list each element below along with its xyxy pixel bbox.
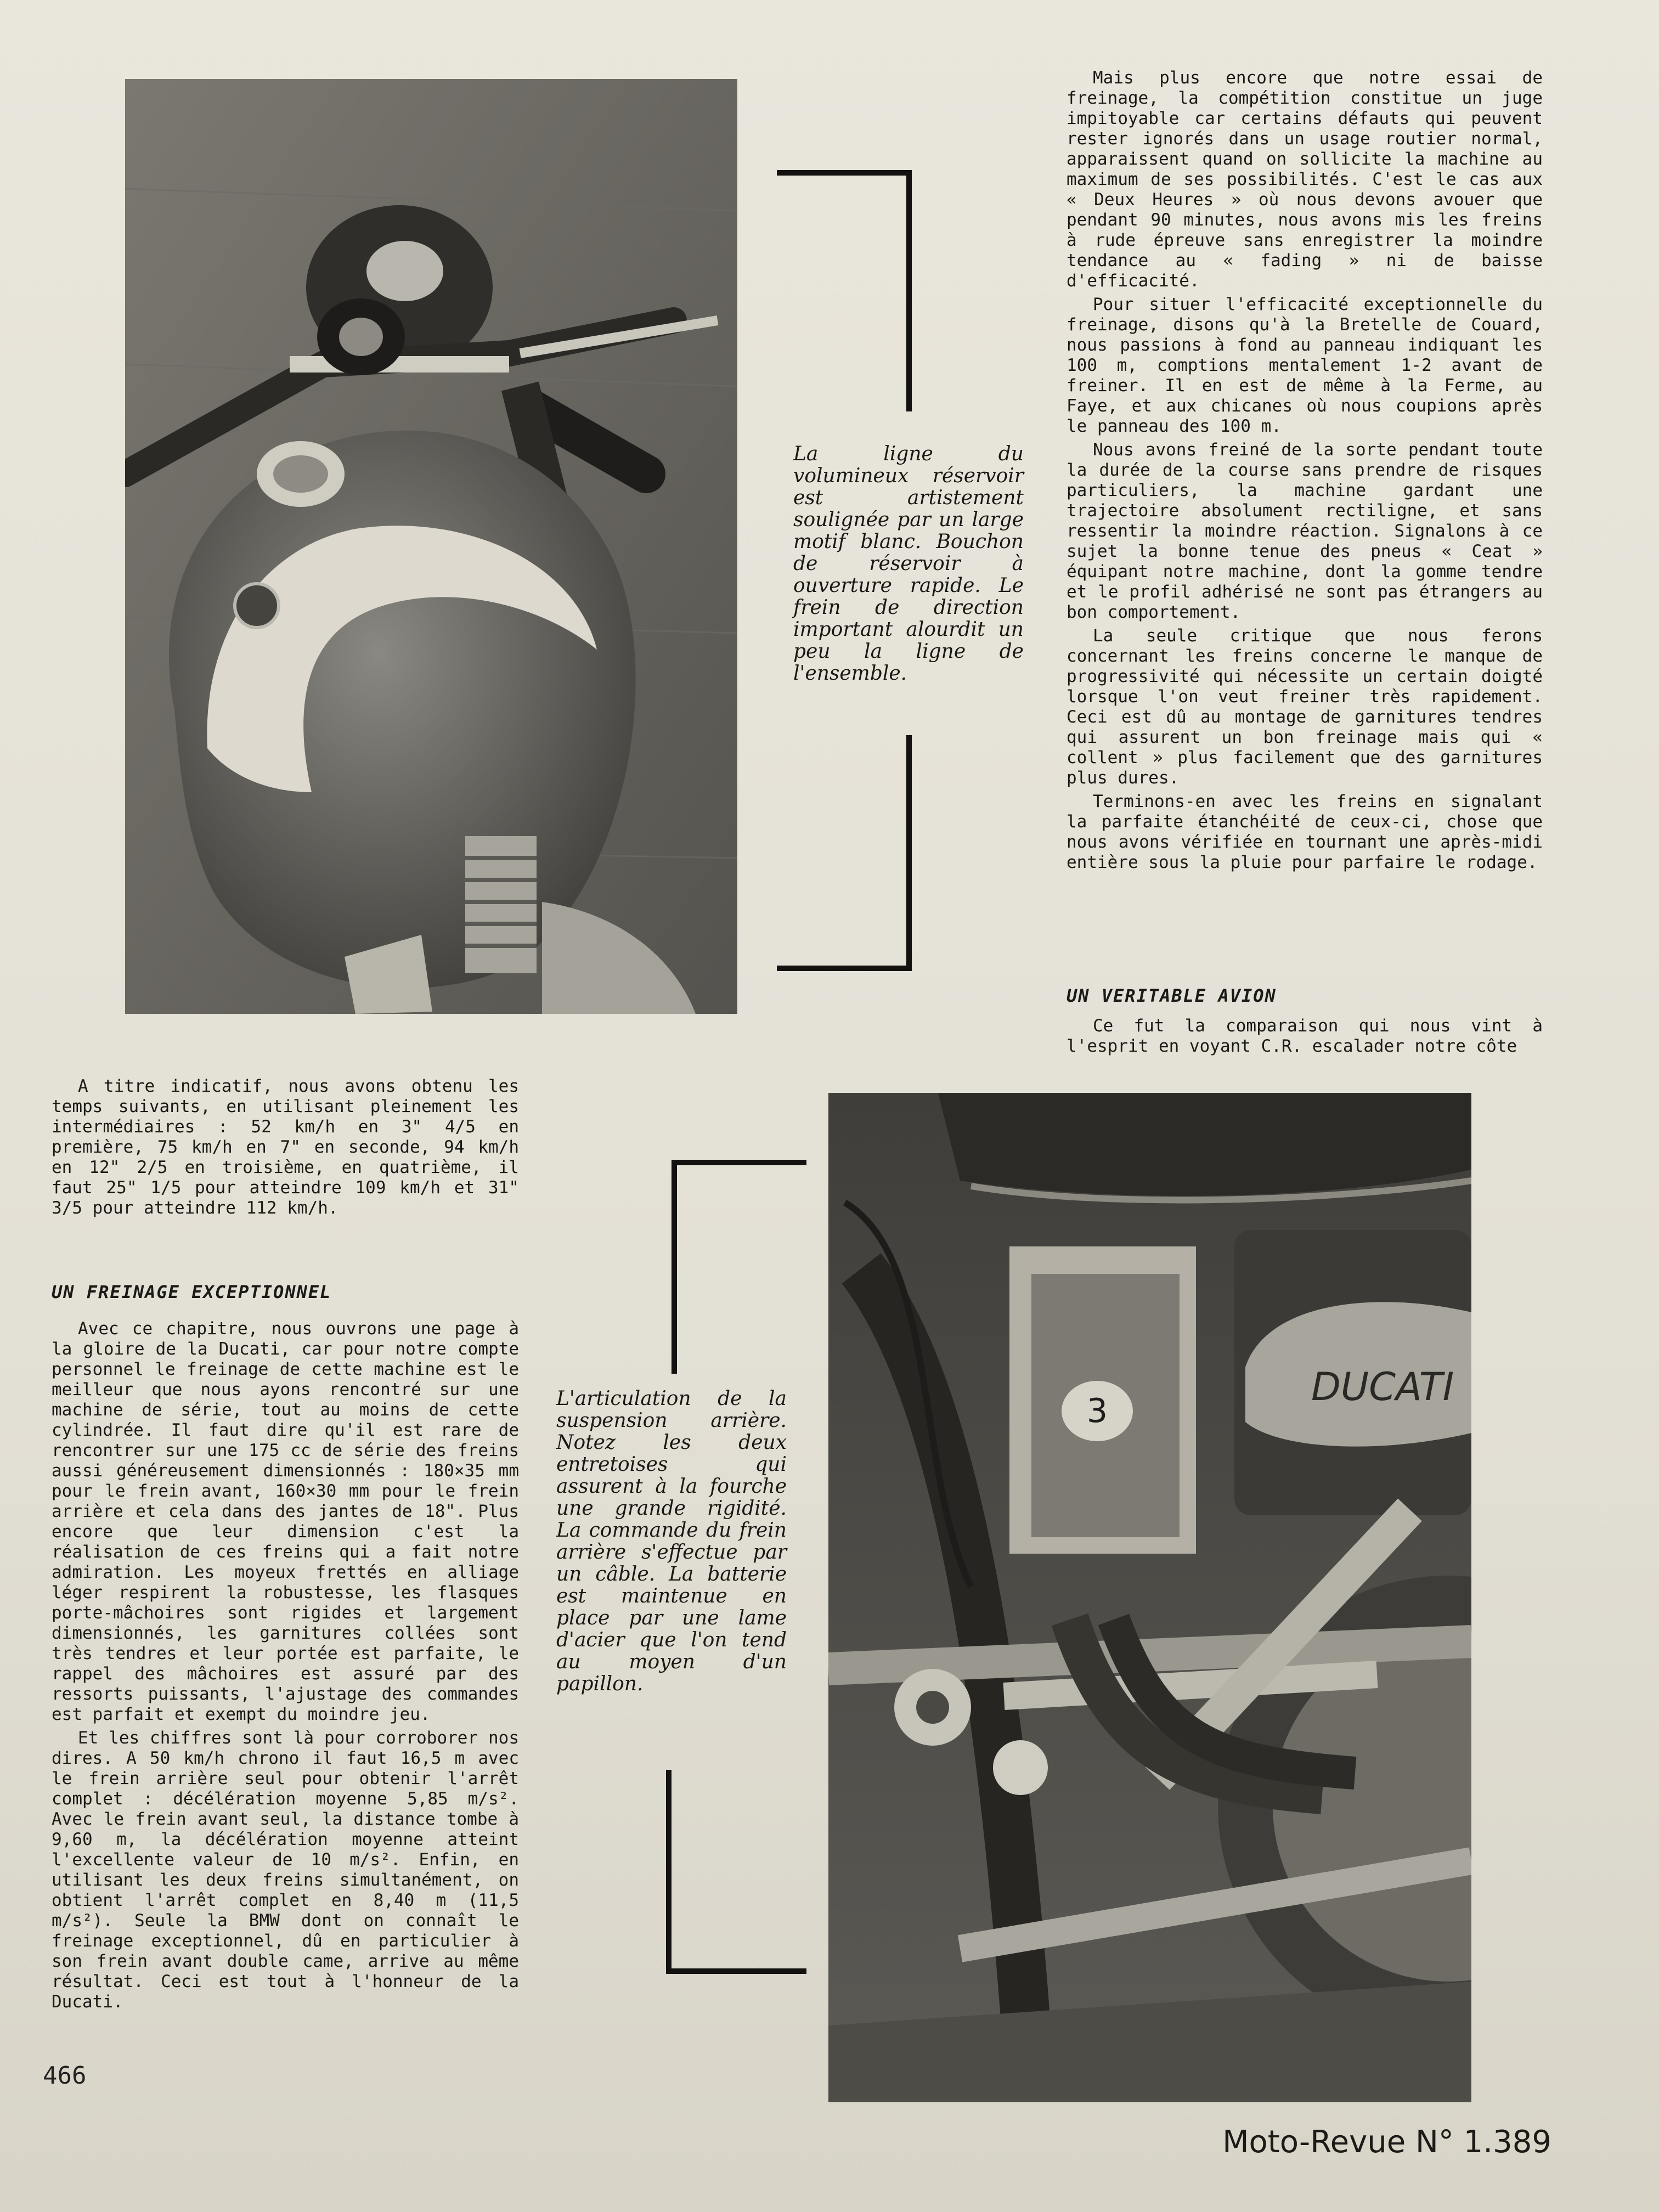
motorcycle-tank-photo	[125, 79, 737, 1014]
ducati-badge-text: DUCATI	[1311, 1364, 1454, 1409]
section-heading-avion: UN VERITABLE AVION	[1066, 985, 1277, 1006]
caption-bracket-bottom-lower	[666, 1770, 806, 1974]
avion-intro-text	[1066, 1016, 1543, 1060]
caption-bracket-top	[777, 170, 912, 411]
caption-bracket-bottom	[672, 1160, 806, 1374]
rear-suspension-photo	[828, 1093, 1471, 2102]
left-paragraph-2: Et les chiffres sont là pour corroborer nos dires. A 50 km/h chrono il faut 16,5 m avec le frein arrière seul pour obtenir l'arrêt complet : décélération moyenne 5,85 m/s². Avec le frein avant seul, la distance tombe à 9,60 m, la décélération moyenne atteint l'excellente valeur de 10 m/s². Enfin, en utilisant les deux freins simultanément, on obtient l'arrêt complet en 8,40 m (11,5 m/s²). Seule la BMW dont on connaît le freinage exceptionnel, dû en particulier à son frein avant double came, arrive au même résultat. Ceci est tout à l'honneur de la Ducati.	[52, 1728, 519, 2012]
right-paragraph-5: Terminons-en avec les freins en signalant la parfaite étanchéité de ceux-ci, chose que nous avons vérifiée en tournant une après-midi entière sous la pluie pour parfaire le rodage.	[1066, 792, 1543, 872]
battery-number: 3	[1086, 1392, 1108, 1430]
right-paragraph-2: Pour situer l'efficacité exceptionnelle du freinage, disons qu'à la Bretelle de Couard, nous passions à fond au panneau indiquant les 100 m, comptions mentalement 1-2 avant de freiner. Il en est de même à la Ferme, au Faye, et aux chicanes où nous coupions après le panneau des 100 m.	[1066, 295, 1543, 436]
left-intro-text	[52, 1076, 519, 1222]
bottom-photo-caption: L'articulation de la suspension arrière. Notez les deux entretoises qui assurent à la fourche une grande rigidité. La commande du frein arrière s'effectue par un câble. La batterie est maintenue en place par une lame d'acier que l'on tend au moyen d'un papillon.	[556, 1387, 787, 1695]
section-heading-freinage: UN FREINAGE EXCEPTIONNEL	[52, 1282, 332, 1302]
left-column-text	[52, 1319, 519, 2016]
page-number: 466	[43, 2062, 87, 2090]
right-paragraph-4: La seule critique que nous ferons concernant les freins concerne le manque de progressivité qui nécessite un certain doigté lorsque l'on veut freiner très rapidement. Ceci est dû au montage de garnitures tendres qui assurent un bon freinage mais qui « collent » plus facilement que des garnitures plus dures.	[1066, 626, 1543, 788]
magazine-issue: Moto-Revue N° 1.389	[1222, 2124, 1551, 2160]
avion-paragraph: Ce fut la comparaison qui nous vint à l'esprit en voyant C.R. escalader notre côte	[1066, 1016, 1543, 1056]
left-intro-paragraph: A titre indicatif, nous avons obtenu les temps suivants, en utilisant pleinement les intermédiaires : 52 km/h en 3" 4/5 en première, 75 km/h en 7" en seconde, 94 km/h en 12" 2/5 en troisième, en quatrième, il faut 25" 1/5 pour atteindre 109 km/h et 31" 3/5 pour atteindre 112 km/h.	[52, 1076, 519, 1218]
right-paragraph-3: Nous avons freiné de la sorte pendant toute la durée de la course sans prendre de risques particuliers, la machine gardant une trajectoire absolument rectiligne, et sans ressentir la moindre réaction. Signalons à ce sujet la bonne tenue des pneus « Ceat » équipant notre machine, dont la gomme tendre et le profil adhérisé ne sont pas étrangers au bon comportement.	[1066, 440, 1543, 622]
left-paragraph-1: Avec ce chapitre, nous ouvrons une page à la gloire de la Ducati, car pour notre compte personnel le freinage de cette machine est le meilleur que nous ayons rencontré sur une machine de série, tout au moins de cette cylindrée. Il faut dire qu'il est rare de rencontrer sur une 175 cc de série des freins aussi généreusement dimensionnés : 180×35 mm pour le frein avant, 160×30 mm pour le frein arrière et cela dans des jantes de 18". Plus encore que leur dimension c'est la réalisation de ces freins qui a fait notre admiration. Les moyeux frettés en alliage léger respirent la robustesse, les flasques porte-mâchoires sont rigides et largement dimensionnés, les garnitures collées sont très tendres et leur portée est parfaite, le rappel des mâchoires est assuré par des ressorts puissants, l'ajustage des commandes est parfait et exempt du moindre jeu.	[52, 1319, 519, 1724]
right-column-text	[1066, 68, 1543, 876]
caption-bracket-top-lower	[777, 735, 912, 971]
top-photo-caption: La ligne du volumineux réservoir est artistement soulignée par un large motif blanc. Bouchon de réservoir à ouverture rapide. Le frein de direction important alourdit un peu la ligne de l'ensemble.	[793, 443, 1024, 685]
right-paragraph-1: Mais plus encore que notre essai de freinage, la compétition constitue un juge impitoyable car certains défauts qui peuvent rester ignorés dans un usage routier normal, apparaissent quand on sollicite la machine au maximum de ses possibilités. C'est le cas aux « Deux Heures » où nous devons avouer que pendant 90 minutes, nous avons mis les freins à rude épreuve sans enregistrer la moindre tendance au « fading » ni de baisse d'efficacité.	[1066, 68, 1543, 291]
